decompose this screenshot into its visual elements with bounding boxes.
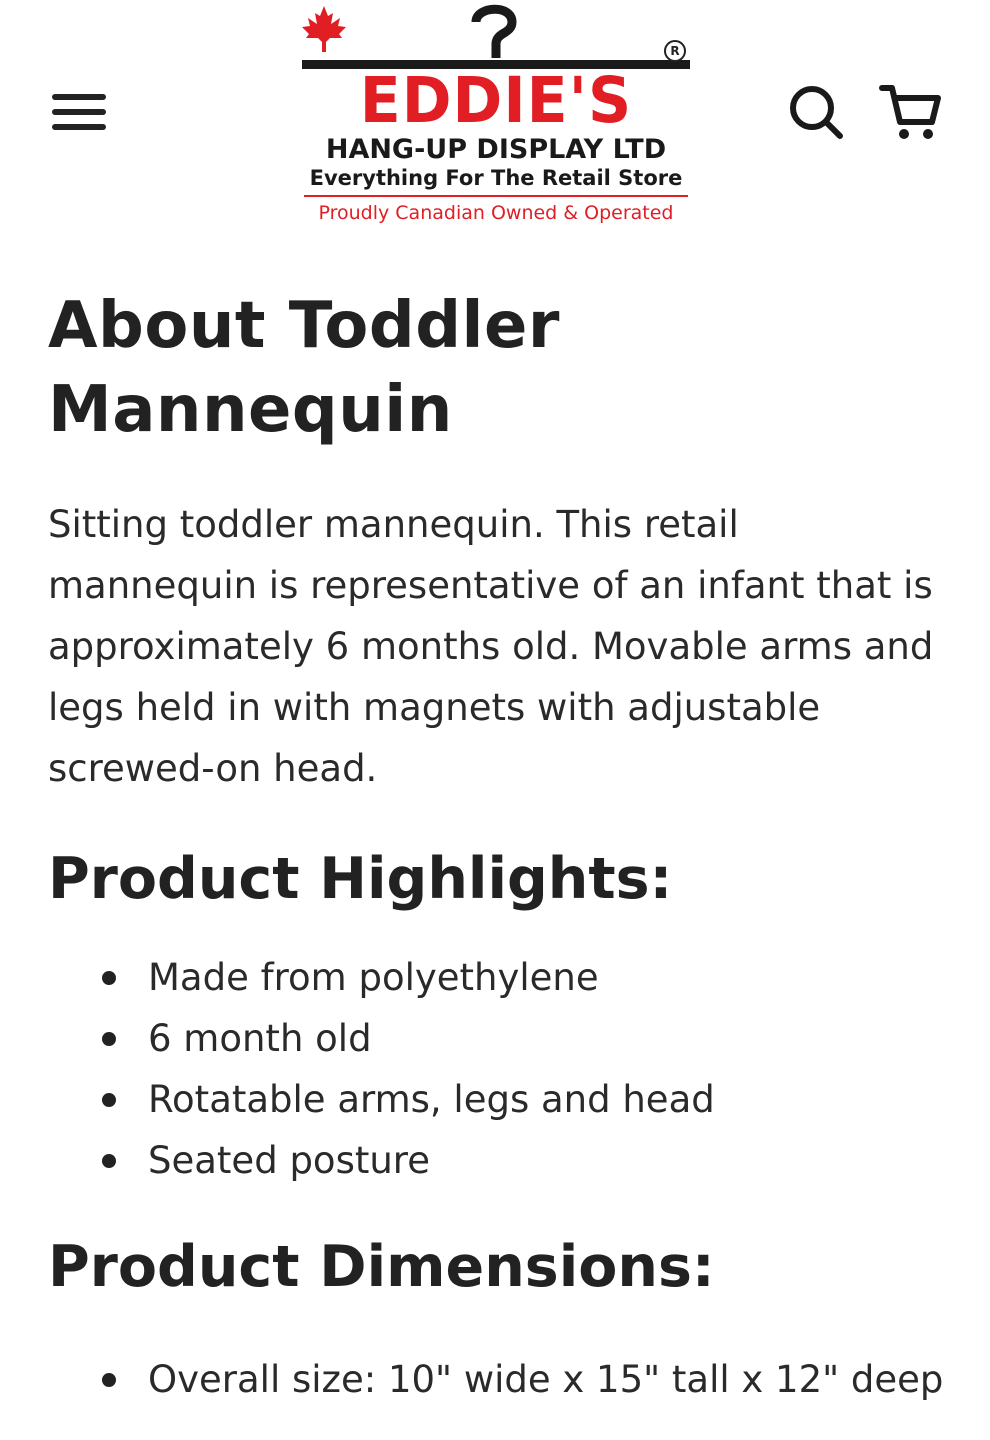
hamburger-menu-icon[interactable] [52, 90, 108, 134]
maple-leaf-icon [300, 4, 348, 54]
logo-company-name: HANG-UP DISPLAY LTD [325, 134, 667, 165]
list-item: Made from polyethylene [148, 947, 948, 1008]
product-description [48, 284, 948, 1410]
about-description: Sitting toddler mannequin. This retail mannequin is representative of an infant that is approximately 6 months old. Movable arms and legs held in with magnets with adjustable screwed-on head. [48, 503, 934, 790]
site-header [0, 0, 990, 250]
list-item: Rotatable arms, legs and head [148, 1069, 948, 1130]
about-title: About Toddler Mannequin [48, 289, 560, 447]
hanger-icon [464, 0, 524, 58]
logo-brand-name: EDDIE'S [359, 64, 633, 138]
shopping-cart-icon[interactable] [878, 80, 942, 144]
highlights-title: Product Highlights: [48, 846, 673, 912]
logo-divider [304, 195, 688, 197]
logo-tagline: Everything For The Retail Store [309, 166, 683, 190]
registered-mark: R [664, 40, 686, 62]
list-item: Overall size: 10" wide x 15" tall x 12" deep [148, 1349, 948, 1410]
dimensions-list [48, 1349, 948, 1410]
site-logo[interactable] [298, 0, 694, 232]
list-item: Seated posture [148, 1130, 948, 1191]
highlights-list [48, 947, 948, 1191]
search-icon[interactable] [786, 82, 846, 142]
list-item: 6 month old [148, 1008, 948, 1069]
dimensions-title: Product Dimensions: [48, 1234, 715, 1300]
logo-slogan: Proudly Canadian Owned & Operated [318, 202, 674, 224]
